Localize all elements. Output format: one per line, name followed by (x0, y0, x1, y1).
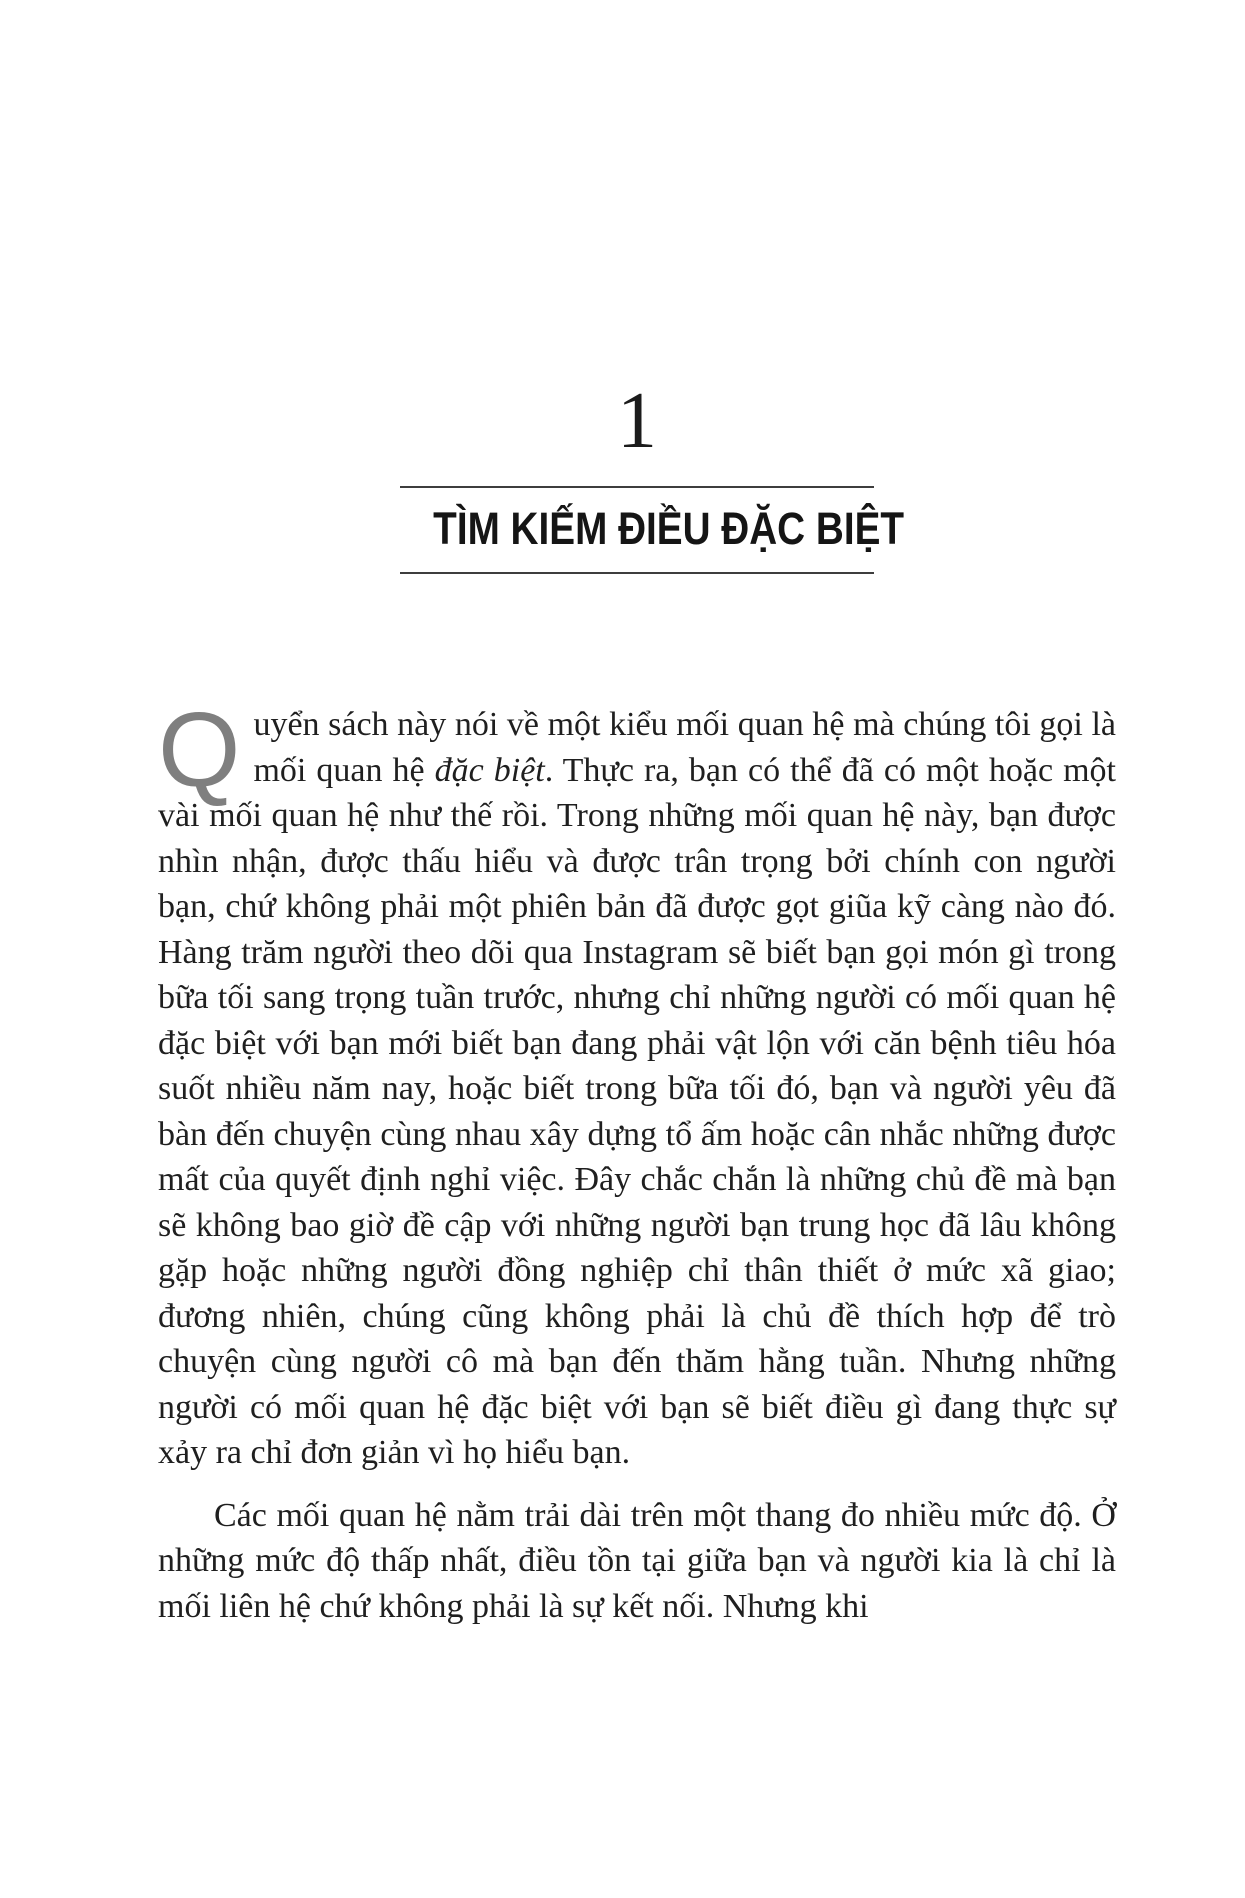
chapter-title-block (400, 486, 905, 574)
paragraph-1-lead: uyển sách này nói về một kiểu mối quan hệ mà chúng tôi gọi là mối quan hệ (253, 706, 1116, 789)
chapter-head (158, 0, 1116, 574)
chapter-title: TÌM KIẾM ĐIỀU ĐẶC BIỆT (433, 503, 905, 554)
paragraph-1-italic-phrase: đặc biệt (434, 751, 545, 789)
paragraph-1-rest: . Thực ra, bạn có thể đã có một hoặc một vài mối quan hệ như thế rồi. Trong những mối quan hệ này, bạn được nhìn nhận, được thấu hiểu và được trân trọng bởi chính con người bạn, chứ không phải một phiên bản đã được gọt giũa kỹ càng nào đó. Hàng trăm người theo dõi qua Instagram sẽ biết bạn gọi món gì trong bữa tối sang trọng tuần trước, nhưng chỉ những người có mối quan hệ đặc biệt với bạn mới biết bạn đang phải vật lộn với căn bệnh tiêu hóa suốt nhiều năm nay, hoặc biết trong bữa tối đó, bạn và người yêu đã bàn đến chuyện cùng nhau xây dựng tổ ấm hoặc cân nhắc những được mất của quyết định nghỉ việc. Đây chắc chắn là những chủ đề mà bạn sẽ không bao giờ đề cập với những người bạn trung học đã lâu không gặp hoặc những người đồng nghiệp chỉ thân thiết ở mức xã giao; đương nhiên, chúng cũng không phải là chủ đề thích hợp để trò chuyện cùng người cô mà bạn đến thăm hằng tuần. Nhưng những người có mối quan hệ đặc biệt với bạn sẽ biết điều gì đang thực sự xảy ra chỉ đơn giản vì họ hiểu bạn. (158, 751, 1116, 1471)
drop-cap: Q (158, 691, 241, 809)
paragraph-2: Các mối quan hệ nằm trải dài trên một thang đo nhiều mức độ. Ở những mức độ thấp nhất, điều tồn tại giữa bạn và người kia là chỉ là mối liên hệ chứ không phải là sự kết nối. Nhưng khi (158, 1496, 1116, 1625)
paragraph-1 (158, 691, 1116, 1476)
text-column (158, 0, 1116, 1629)
body-text (158, 691, 1116, 1629)
chapter-number: 1 (617, 377, 657, 465)
